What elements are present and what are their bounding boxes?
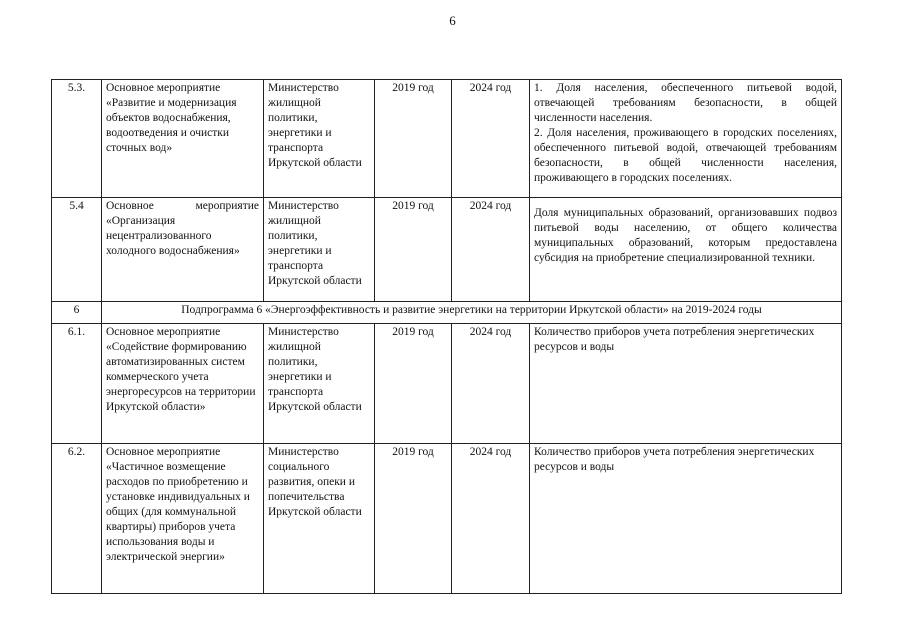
page-number: 6 bbox=[449, 13, 456, 28]
executor-name: Министерство жилищной политики, энергетики и транспорта Иркутской области bbox=[264, 324, 375, 444]
subprogram-title: Подпрограмма 6 «Энергоэффективность и развитие энергетики на территории Иркутской области» на 2019-2024 годы bbox=[102, 302, 842, 324]
indicator-text: 2. Доля населения, проживающего в городских поселениях, обеспеченного питьевой водой, отвечающей требованиям безопасности, в общей численности населения, проживающего в городских поселениях. bbox=[534, 127, 837, 184]
end-year: 2024 год bbox=[452, 198, 530, 302]
table-row bbox=[52, 80, 842, 198]
event-name: Основное мероприятие «Развитие и модернизация объектов водоснабжения, водоотведения и очистки сточных вод» bbox=[102, 80, 264, 198]
executor-name: Министерство социального развития, опеки и попечительства Иркутской области bbox=[264, 444, 375, 594]
start-year: 2019 год bbox=[375, 324, 452, 444]
event-name: Основное мероприятие «Содействие формированию автоматизированных систем коммерческого учета энергоресурсов на территории Иркутской области» bbox=[102, 324, 264, 444]
program-table bbox=[51, 79, 842, 594]
start-year: 2019 год bbox=[375, 444, 452, 594]
table-row bbox=[52, 198, 842, 302]
row-number: 5.3. bbox=[52, 80, 102, 198]
indicators-cell bbox=[530, 80, 842, 198]
subprogram-row bbox=[52, 302, 842, 324]
indicators-cell bbox=[530, 198, 842, 302]
indicator-text: Количество приборов учета потребления энергетических ресурсов и воды bbox=[534, 446, 815, 473]
indicator-text: 1. Доля населения, обеспеченного питьевой водой, отвечающей требованиям безопасности, в общей численности населения. bbox=[534, 82, 837, 124]
row-number: 5.4 bbox=[52, 198, 102, 302]
indicator-text: Количество приборов учета потребления энергетических ресурсов и воды bbox=[534, 326, 815, 353]
subprogram-number: 6 bbox=[52, 302, 102, 324]
start-year: 2019 год bbox=[375, 80, 452, 198]
indicator-text: Доля муниципальных образований, организовавших подвоз питьевой воды населению, от общего количества муниципальных образований, которым предоставлена субсидия на приобретение специализированной техники. bbox=[534, 207, 837, 264]
event-name: Основное мероприятие «Частичное возмещение расходов по приобретению и установке индивидуальных и общих (для коммунальной квартиры) приборов учета использования воды и электрической энергии» bbox=[102, 444, 264, 594]
indicators-cell bbox=[530, 444, 842, 594]
row-number: 6.1. bbox=[52, 324, 102, 444]
end-year: 2024 год bbox=[452, 80, 530, 198]
table-row bbox=[52, 324, 842, 444]
start-year: 2019 год bbox=[375, 198, 452, 302]
end-year: 2024 год bbox=[452, 444, 530, 594]
indicators-cell bbox=[530, 324, 842, 444]
end-year: 2024 год bbox=[452, 324, 530, 444]
event-name: Основное мероприятие «Организация нецентрализованного холодного водоснабжения» bbox=[102, 198, 264, 302]
row-number: 6.2. bbox=[52, 444, 102, 594]
table-row bbox=[52, 444, 842, 594]
executor-name: Министерство жилищной политики, энергетики и транспорта Иркутской области bbox=[264, 198, 375, 302]
executor-name: Министерство жилищной политики, энергетики и транспорта Иркутской области bbox=[264, 80, 375, 198]
